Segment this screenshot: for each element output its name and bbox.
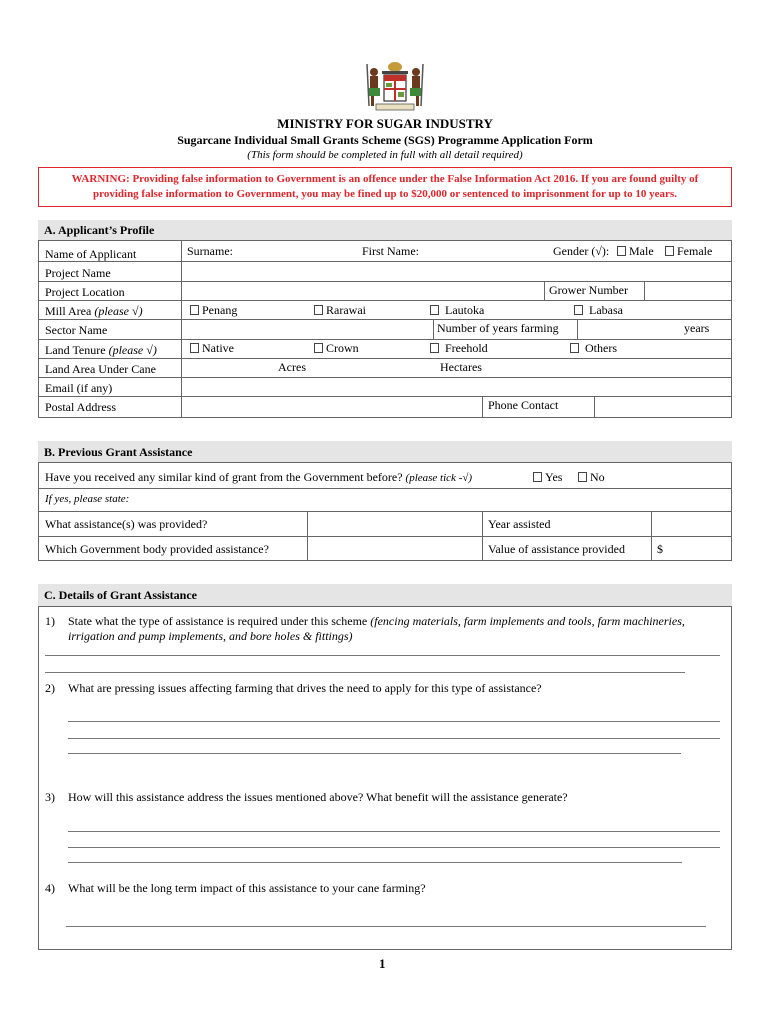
what-assistance-label: What assistance(s) was provided?	[45, 517, 208, 531]
question-1-hint: irrigation and pump implements, and bore holes & fittings)	[68, 629, 353, 643]
years-unit: years	[684, 321, 710, 335]
form-title: Sugarcane Individual Small Grants Scheme (SGS) Programme Application Form	[177, 133, 593, 147]
phone-contact-label: Phone Contact	[488, 398, 559, 412]
answer-2-line-2[interactable]	[68, 738, 720, 739]
mill-penang-checkbox[interactable]: Penang	[190, 303, 237, 318]
label-land-area: Land Area Under Cane	[45, 362, 156, 376]
question-1-number: 1)	[45, 614, 55, 628]
gender-male-checkbox[interactable]: Male	[617, 244, 654, 259]
question-4-number: 4)	[45, 881, 55, 895]
section-a-heading: A. Applicant’s Profile	[38, 220, 732, 241]
if-yes-label: If yes, please state:	[45, 493, 130, 505]
acres-unit: Acres	[278, 360, 306, 374]
question-1: State what the type of assistance is required under this scheme (fencing materials, farm implements and tools, farm machineries,	[68, 614, 685, 628]
label-mill-area: Mill Area (please √)	[45, 304, 143, 318]
year-assisted-label: Year assisted	[488, 517, 551, 531]
label-email: Email (if any)	[45, 381, 113, 395]
label-sector-name: Sector Name	[45, 323, 108, 337]
warning-box	[38, 167, 732, 207]
previous-grant-yes-checkbox[interactable]: Yes	[533, 470, 562, 485]
mill-lautoka-checkbox[interactable]: Lautoka	[430, 303, 484, 318]
answer-3-line-2[interactable]	[68, 847, 720, 848]
label-project-location: Project Location	[45, 285, 125, 299]
answer-3-line-1[interactable]	[68, 831, 720, 832]
tenure-others-checkbox[interactable]: Others	[570, 341, 617, 356]
answer-3-line-3[interactable]	[68, 862, 682, 863]
hectares-unit: Hectares	[440, 360, 482, 374]
tenure-native-checkbox[interactable]: Native	[190, 341, 234, 356]
label-name-of-applicant: Name of Applicant	[45, 247, 137, 261]
warning-line-2: providing false information to Government, you may be fined up to $20,000 or sentenced to imprisonment for up to 10 years.	[93, 188, 677, 200]
question-2: What are pressing issues affecting farming that drives the need to apply for this type of assistance?	[68, 681, 542, 695]
answer-4-line-1[interactable]	[66, 926, 706, 927]
gender-label: Gender (√):	[553, 244, 610, 258]
tenure-crown-checkbox[interactable]: Crown	[314, 341, 359, 356]
years-farming-label: Number of years farming	[437, 321, 559, 335]
answer-1-line-2[interactable]	[45, 672, 685, 673]
previous-grant-no-checkbox[interactable]: No	[578, 470, 605, 485]
mill-rarawai-checkbox[interactable]: Rarawai	[314, 303, 366, 318]
coat-of-arms-logo	[364, 58, 426, 114]
grower-number-label: Grower Number	[549, 283, 628, 297]
answer-2-line-1[interactable]	[68, 721, 720, 722]
ministry-title: MINISTRY FOR SUGAR INDUSTRY	[277, 116, 493, 131]
label-project-name: Project Name	[45, 266, 111, 280]
answer-2-line-3[interactable]	[68, 753, 681, 754]
mill-labasa-checkbox[interactable]: Labasa	[574, 303, 623, 318]
form-instruction: (This form should be completed in full with all detail required)	[247, 149, 523, 161]
tenure-freehold-checkbox[interactable]: Freehold	[430, 341, 488, 356]
question-3: How will this assistance address the issues mentioned above? What benefit will the assistance generate?	[68, 790, 568, 804]
label-land-tenure: Land Tenure (please √)	[45, 343, 157, 357]
previous-grant-question: Have you received any similar kind of grant from the Government before? (please tick -√)	[45, 470, 473, 484]
answer-1-line-1[interactable]	[45, 655, 720, 656]
value-assistance-label: Value of assistance provided	[488, 542, 625, 556]
section-b-heading: B. Previous Grant Assistance	[38, 441, 732, 463]
surname-field[interactable]: Surname:	[187, 244, 233, 258]
first-name-field[interactable]: First Name:	[362, 244, 419, 258]
currency-symbol: $	[657, 542, 663, 556]
question-3-number: 3)	[45, 790, 55, 804]
which-body-label: Which Government body provided assistance?	[45, 542, 269, 556]
question-2-number: 2)	[45, 681, 55, 695]
page-number: 1	[379, 956, 386, 971]
question-4: What will be the long term impact of this assistance to your cane farming?	[68, 881, 426, 895]
warning-line-1: WARNING: Providing false information to Government is an offence under the False Information Act 2016. If you are found guilty of	[71, 173, 699, 185]
section-c-heading: C. Details of Grant Assistance	[38, 584, 732, 607]
label-postal-address: Postal Address	[45, 400, 117, 414]
gender-female-checkbox[interactable]: Female	[665, 244, 712, 259]
